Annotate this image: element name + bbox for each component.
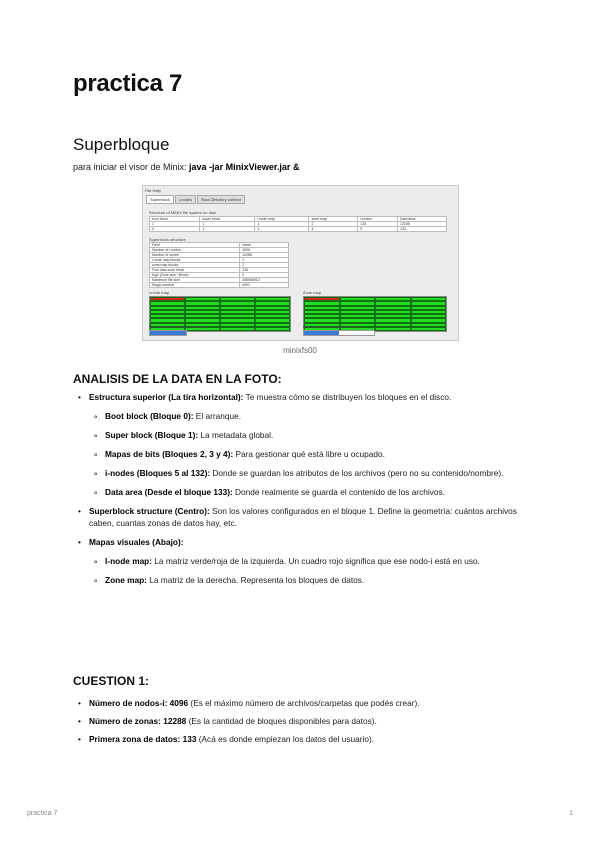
table-cell: 128 xyxy=(358,222,398,227)
top-table-label: Structure of MINIX file system on disk xyxy=(149,210,216,215)
inode-map-label: i-node map xyxy=(149,290,170,295)
list-item: ∘ I-node map: La matriz verde/roja de la izquierda. Un cuadro rojo significa que ese nodo-i está en uso. xyxy=(73,555,533,567)
table-cell: 133 xyxy=(240,268,289,273)
table-cell: i-node map xyxy=(255,217,309,222)
table-cell: 1 xyxy=(200,222,255,227)
figure-caption: minixfs00 xyxy=(283,346,317,355)
table-cell: 2 xyxy=(309,222,358,227)
table-cell: 0 xyxy=(150,227,200,232)
table-cell: 12288 xyxy=(240,253,289,258)
table-cell: 1 xyxy=(240,258,289,263)
cuestion-list xyxy=(73,697,533,745)
screenshot-tab-superblock: Superblock xyxy=(146,195,174,204)
table-cell: Number of i-nodes xyxy=(150,248,240,253)
table-cell: 12155 xyxy=(398,222,447,227)
inode-usage-bar xyxy=(149,330,187,336)
list-item: • Número de zonas: 12288 (Es la cantidad de bloques disponibles para datos). xyxy=(73,715,533,727)
map-cell xyxy=(375,327,411,331)
map-cell xyxy=(255,327,290,331)
command-text: java -jar MinixViewer.jar & xyxy=(189,162,300,172)
table-cell: 4991 xyxy=(240,283,289,288)
map-cell xyxy=(220,327,255,331)
list-item: • Estructura superior (La tira horizontal): Te muestra cómo se distribuyen los bloques en el disco. xyxy=(73,391,533,403)
table-cell: Field xyxy=(150,243,240,248)
list-item: ∘ Boot block (Bloque 0): El arranque. xyxy=(73,410,533,422)
table-cell: Magic number xyxy=(150,283,240,288)
inode-usage-fill xyxy=(150,331,186,335)
screenshot-tab-root: Root Directory content xyxy=(197,195,245,204)
list-item: ∘ i-nodes (Bloques 5 al 132): Donde se guardan los atributos de los archivos (pero no su contenido/nombre). xyxy=(73,467,533,479)
superblock-table xyxy=(149,242,289,288)
table-cell: Value xyxy=(240,243,289,248)
zone-usage-fill xyxy=(304,331,339,335)
table-cell: Number of zones xyxy=(150,253,240,258)
table-cell: zone map xyxy=(309,217,358,222)
zone-map-label: Zone map xyxy=(303,290,322,295)
intro-text xyxy=(73,162,299,172)
screenshot-menu: File Help xyxy=(145,188,161,193)
table-cell: 2 xyxy=(240,263,289,268)
intro-label: para iniciar el visor de Minix: xyxy=(73,162,190,172)
sb-table-label: Superblock structure xyxy=(149,237,186,242)
list-item: • Superblock structure (Centro): Son los valores configurados en el bloque 1. Define la geometría: cuántos archivos caben, cuantas zonas de datos hay, etc. xyxy=(73,505,533,529)
table-cell: i-nodes xyxy=(358,217,398,222)
table-cell: 268966912 xyxy=(240,278,289,283)
inode-usage-label: Blocks occupied by i-node map xyxy=(149,324,205,329)
table-cell: Data area xyxy=(398,217,447,222)
table-cell: zone map blocks xyxy=(150,263,240,268)
table-cell: 133 xyxy=(398,227,447,232)
table-cell: First data zone block xyxy=(150,268,240,273)
table-cell: 4 xyxy=(309,227,358,232)
table-cell: 2 xyxy=(255,227,309,232)
list-item: ∘ Data area (Desde el bloque 133): Donde realmente se guarda el contenido de los archivos. xyxy=(73,486,533,498)
cuestion-heading: CUESTION 1: xyxy=(73,674,150,688)
analysis-heading: ANALISIS DE LA DATA EN LA FOTO: xyxy=(73,372,282,386)
top-structure-table xyxy=(149,216,447,232)
screenshot-tab-inodes: i-nodes xyxy=(175,195,196,204)
table-cell: 1 xyxy=(200,227,255,232)
list-item: • Primera zona de datos: 133 (Acá es donde empiezan los datos del usuario). xyxy=(73,733,533,745)
table-cell: super block xyxy=(200,217,255,222)
table-cell: 5 xyxy=(358,227,398,232)
section-heading-superbloque: Superbloque xyxy=(73,135,170,154)
list-item: • Mapas visuales (Abajo): xyxy=(73,536,533,548)
table-cell: log2 (Zone size / Block) xyxy=(150,273,240,278)
map-cell xyxy=(411,327,447,331)
page-title: practica 7 xyxy=(73,70,183,97)
minix-viewer-screenshot xyxy=(142,185,459,341)
list-item: ∘ Mapas de bits (Bloques 2, 3 y 4): Para gestionar qué está libre u ocupado. xyxy=(73,448,533,460)
table-cell: 1 xyxy=(255,222,309,227)
table-cell: 0 xyxy=(240,273,289,278)
analysis-list xyxy=(73,391,533,586)
list-item: ∘ Super block (Bloque 1): La metadata global. xyxy=(73,429,533,441)
footer-page-number: 1 xyxy=(569,810,573,817)
table-cell: Maximum file size xyxy=(150,278,240,283)
footer-left: practica 7 xyxy=(27,810,58,817)
table-cell: boot block xyxy=(150,217,200,222)
table-cell: 4096 xyxy=(240,248,289,253)
screenshot-tabs xyxy=(146,195,245,204)
list-item: • Número de nodos-i: 4096 (Es el máximo número de archivos/carpetas que podés crear). xyxy=(73,697,533,709)
table-cell: i-node map blocks xyxy=(150,258,240,263)
table-row xyxy=(150,283,289,288)
table-cell: 1 xyxy=(150,222,200,227)
list-item: ∘ Zone map: La matriz de la derecha. Representa los bloques de datos. xyxy=(73,574,533,586)
zone-usage-bar xyxy=(303,330,375,336)
zone-usage-label: Blocks occupied by zone map xyxy=(303,324,356,329)
